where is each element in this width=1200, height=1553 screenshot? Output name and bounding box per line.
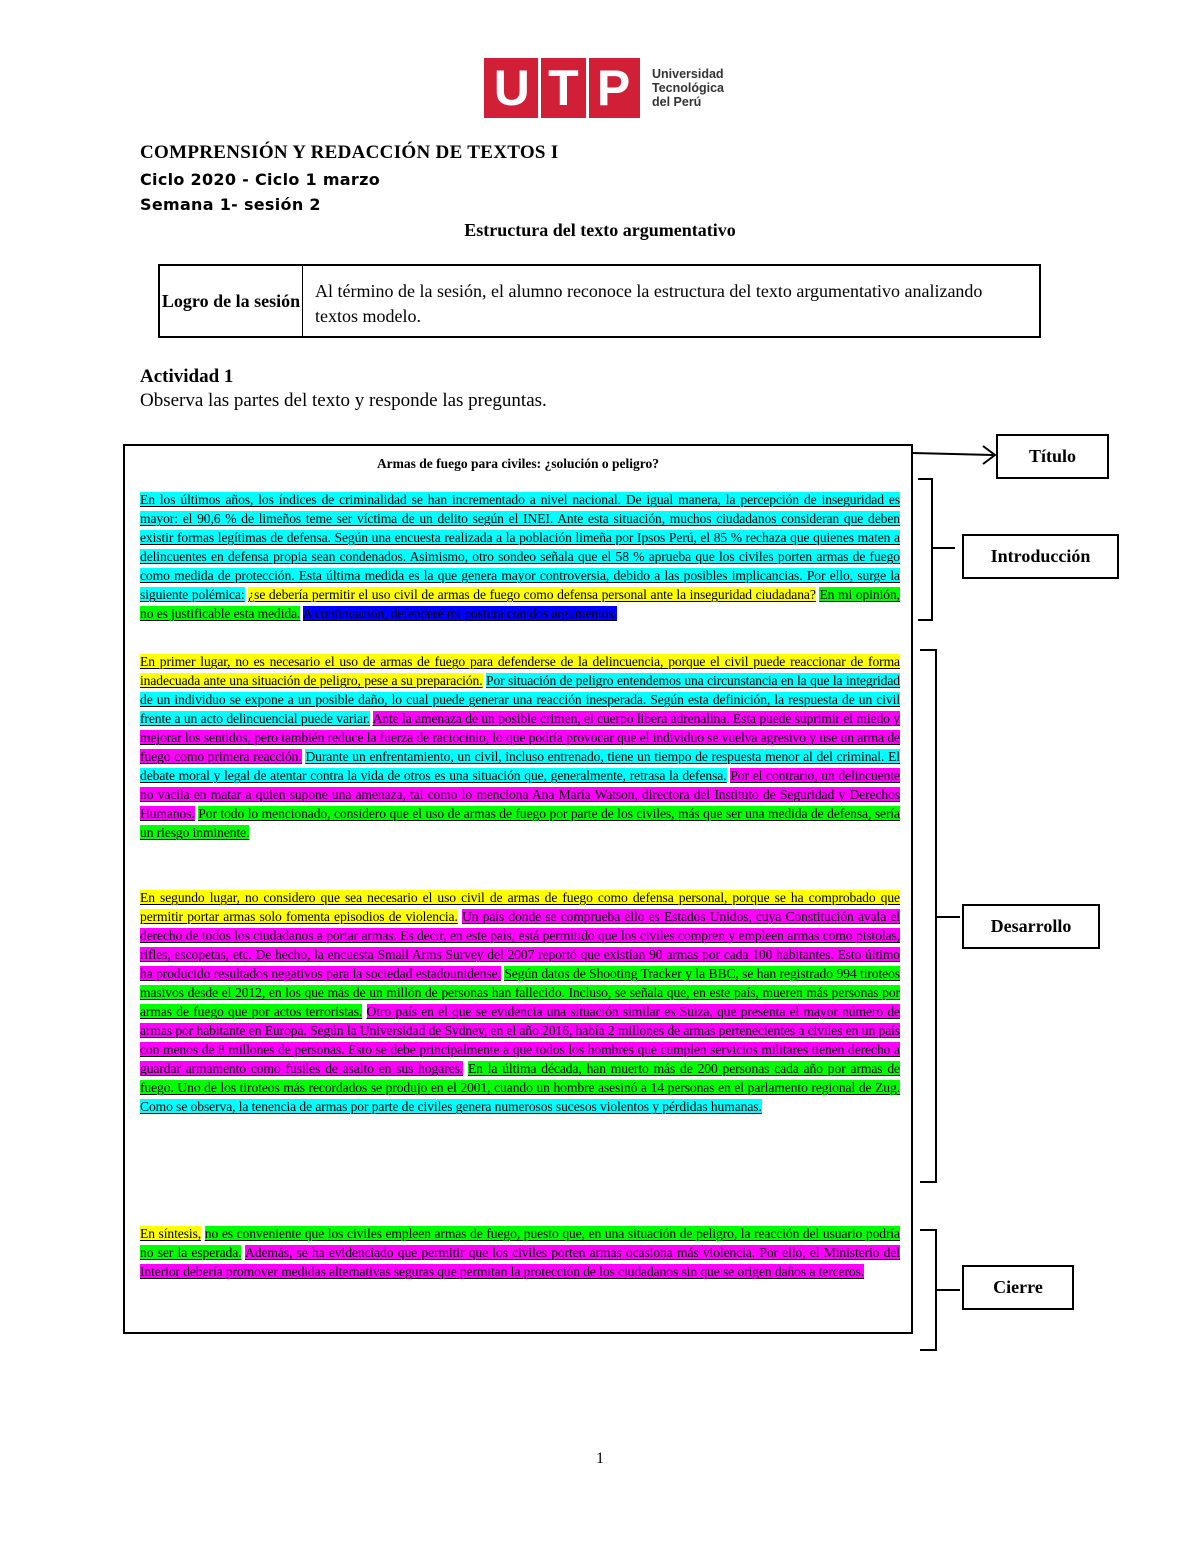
highlighted-segment: Por el contrario, un delincuente no vacila en matar a quien supone una amenaza, tal como lo menciona Ana María Watson, directora del Instituto de Seguridad y Derechos Humanos. bbox=[140, 768, 900, 821]
course-title: COMPRENSIÓN Y REDACCIÓN DE TEXTOS I bbox=[140, 142, 559, 163]
label-closing: Cierre bbox=[962, 1265, 1074, 1310]
highlighted-segment: Por todo lo mencionado, considero que el uso de armas de fuego por parte de los civiles, más que ser una medida de defensa, sería un riesgo inminente. bbox=[140, 806, 900, 840]
highlighted-segment: Otro país en el que se evidencia una situación similar es Suiza, que presenta el mayor número de armas por habitante en Europa. Según la Universidad de Sydney, en el año 2016, había 2 millones de armas pertenecientes a civiles en un país con menos de 8 millones de personas. Esto se debe principalmente a que todos los hombres que cumplen servicios militares tienen derecho a guardar armamento como fusiles de asalto en sus hogares. bbox=[140, 1004, 900, 1076]
highlighted-segment: Un país donde se comprueba ello es Estados Unidos, cuya Constitución avala el derecho de todos los ciudadanos a portar armas. Es decir, en este país, está permitido que los civiles compren y empleen armas como pistolas, rifles, escopetas, etc. De hecho, la encuesta Small Arms Survey del 2007 reportó que existían 90 armas por cada 100 habitantes. Esto último ha producido resultados negativos para la sociedad estadounidense. bbox=[140, 909, 900, 981]
highlighted-segment: ¿se debería permitir el uso civil de armas de fuego como defensa personal ante la inseguridad ciudadana? bbox=[248, 587, 816, 602]
highlighted-segment: Además, se ha evidenciado que permitir que los civiles porten armas ocasiona más violencia. Por ello, el Ministerio del Interior debería promover medidas alternativas seguras que permitan la protección de los ciudadanos sin que se origen daños a terceros. bbox=[140, 1245, 900, 1279]
highlighted-segment: Por situación de peligro entendemos una circunstancia en la que la integridad de un individuo se expone a un posible daño, lo cual puede generar una reacción inesperada. Según esta definición, la respuesta de un civil frente a un acto delincuencial puede variar. bbox=[140, 673, 900, 726]
topic-title: Estructura del texto argumentativo bbox=[464, 220, 736, 240]
highlighted-segment: Durante un enfrentamiento, un civil, incluso entrenado, tiene un tiempo de respuesta menor al del criminal. El debate moral y legal de atentar contra la vida de otros es una situación que, generalmente, retrasa la defensa. bbox=[140, 749, 900, 783]
logo-line-1: Universidad bbox=[652, 67, 724, 81]
activity-instruction: Observa las partes del texto y responde las preguntas. bbox=[140, 390, 547, 411]
logo-line-2: Tecnológica bbox=[652, 81, 725, 95]
logro-text: Al término de la sesión, el alumno reconoce la estructura del texto argumentativo analizando textos modelo. bbox=[315, 281, 983, 326]
logo-letter-p: P bbox=[596, 60, 631, 116]
highlighted-segment: En primer lugar, no es necesario el uso de armas de fuego para defenderse de la delincuencia, porque el civil puede reaccionar de forma inadecuada ante una situación de peligro, pese a su preparación. bbox=[140, 654, 900, 688]
logo-letter-t: T bbox=[548, 60, 579, 116]
label-title: Título bbox=[996, 434, 1109, 479]
logo-line-3: del Perú bbox=[652, 95, 702, 109]
introduction-bracket bbox=[918, 479, 955, 620]
week-line: Semana 1- sesión 2 bbox=[140, 195, 321, 214]
logro-label: Logro de la sesión bbox=[160, 266, 303, 336]
highlighted-segment: no es conveniente que los civiles empleen armas de fuego, puesto que, en una situación de peligro, la reacción del usuario podría no ser la esperada. bbox=[140, 1226, 900, 1260]
highlighted-segment: En la última década, han muerto más de 200 personas cada año por armas de fuego. Uno de los tiroteos más recordados se produjo en el 2001, cuando un hombre asesinó a 14 personas en el parlamento regional de Zug. bbox=[140, 1061, 900, 1095]
logo-letter-u: U bbox=[493, 60, 530, 116]
label-development: Desarrollo bbox=[962, 904, 1100, 949]
highlighted-segment: A continuación, defenderé mi postura con dos argumentos. bbox=[302, 606, 617, 621]
highlighted-segment: En los últimos años, los índices de criminalidad se han incrementado a nivel nacional. De igual manera, la percepción de inseguridad es mayor: el 90,6 % de limeños teme ser víctima de un delito según el INEI. Ante esta situación, muchos ciudadanos consideran que deben existir formas legítimas de defensa. Según una encuesta realizada a la población limeña por Ipsos Perú, el 85 % rechaza que quienes maten a delincuentes en defensa propia sean condenados. Asimismo, otro sondeo señala que el 58 % aprueba que los civiles porten armas de fuego como medida de protección. Esta última medida es la que genera mayor controversia, debido a las posibles implicancias. Por ello, surge la siguiente polémica: bbox=[140, 492, 900, 602]
text-title: Armas de fuego para civiles: ¿solución o peligro? bbox=[376, 456, 660, 471]
page-number: 1 bbox=[596, 1450, 604, 1467]
highlighted-segment: Ante la amenaza de un posible crimen, el cuerpo libera adrenalina. Esta puede suprimir el miedo y mejorar los sentidos, pero también reduce la fuerza de raciocinio, lo que podría provocar que el individuo se vuelva agresivo y use un arma de fuego como primera reacción. bbox=[140, 711, 900, 764]
cycle-line: Ciclo 2020 - Ciclo 1 marzo bbox=[140, 170, 380, 189]
title-arrow bbox=[913, 446, 995, 464]
closing-bracket bbox=[920, 1230, 960, 1350]
highlighted-segment: En segundo lugar, no considero que sea necesario el uso civil de armas de fuego como defensa personal, porque se ha comprobado que permitir portar armas solo fomenta episodios de violencia. bbox=[140, 890, 900, 924]
highlighted-segment: Como se observa, la tenencia de armas por parte de civiles genera numerosos sucesos violentos y pérdidas humanas. bbox=[140, 1099, 762, 1114]
highlighted-segment: Según datos de Shooting Tracker y la BBC, se han registrado 994 tiroteos masivos desde el 2012, en los que más de un millón de personas han fallecido. Incluso, se señala que, en este país, mueren más personas por armas de fuego que por actos terroristas. bbox=[140, 966, 900, 1019]
label-introduction: Introducción bbox=[962, 534, 1119, 579]
highlighted-segment: En síntesis, bbox=[140, 1226, 202, 1241]
activity-title: Actividad 1 bbox=[140, 366, 234, 387]
development-bracket bbox=[920, 650, 960, 1182]
highlighted-segment: En mi opinión, no es justificable esta medida. bbox=[140, 587, 900, 621]
